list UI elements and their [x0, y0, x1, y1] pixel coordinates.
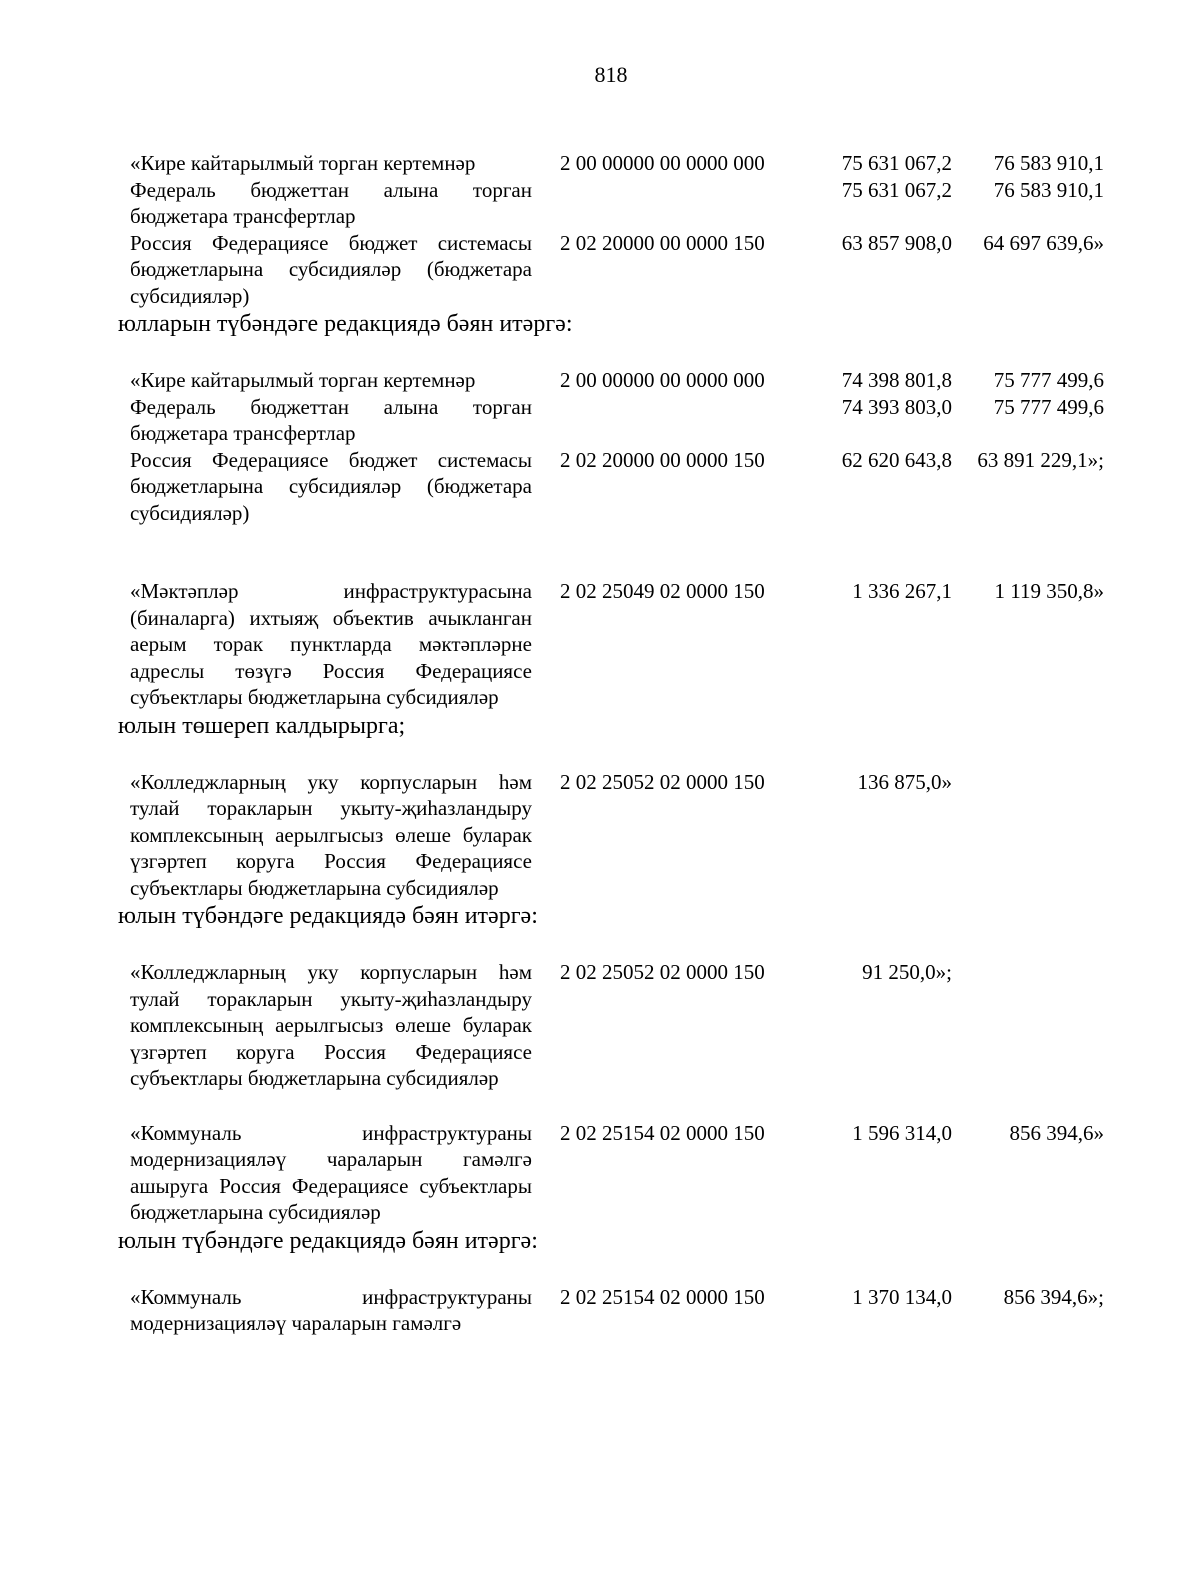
row-description: Федераль бюджеттан алына торган бюджетара трансфертлар [130, 394, 532, 445]
row-value-second-year: 856 394,6» [1009, 1120, 1104, 1145]
table-row [130, 447, 1120, 527]
table-row [130, 578, 1120, 711]
row-value-second-year: 75 777 499,6 [993, 368, 1104, 392]
row-description: «Мәктәпләр инфраструктурасына (биналарга) ихтыяҗ объектив ачыкланган аерым торак пунктларда мәктәпләрне адреслы төзүгә Россия Федерациясе субъектлары бюджетларына субсидияләр [130, 579, 532, 709]
table-row [130, 150, 1120, 177]
row-code: 2 02 25052 02 0000 150 [560, 769, 765, 794]
table-row [130, 230, 1120, 310]
table-row [130, 1284, 1120, 1337]
row-description: «Кире кайтарылмый торган кертемнәр [130, 368, 476, 392]
row-value-first-year: 75 631 067,2 [841, 177, 952, 202]
table-row [130, 769, 1120, 902]
row-code: 2 02 20000 00 0000 150 [560, 447, 765, 472]
row-value-second-year: 856 394,6»; [1003, 1284, 1104, 1309]
row-value-second-year: 75 777 499,6 [993, 394, 1104, 419]
row-value-first-year: 63 857 908,0 [841, 230, 952, 255]
row-value-second-year: 76 583 910,1 [993, 177, 1104, 202]
table-row [130, 367, 1120, 394]
row-code: 2 02 25154 02 0000 150 [560, 1120, 765, 1145]
instruction-text: юлларын түбәндәге редакциядә бәян итәргә: [118, 311, 573, 337]
row-value-second-year: 63 891 229,1»; [977, 447, 1104, 472]
row-code: 2 02 25049 02 0000 150 [560, 579, 765, 603]
instruction-text: юлын түбәндәге редакциядә бәян итәргә: [118, 1227, 538, 1254]
row-value-second-year: 64 697 639,6» [983, 230, 1104, 255]
row-code: 2 02 20000 00 0000 150 [560, 230, 765, 255]
row-code: 2 00 00000 00 0000 000 [560, 368, 765, 392]
row-description: «Кире кайтарылмый торган кертемнәр [130, 151, 476, 175]
row-description: «Колледжларның уку корпусларын һәм тулай торакларын укыту-җиһазландыру комплексының аерылгысыз өлеше буларак үзгәртеп коруга Россия Федерациясе субъектлары бюджетларына субсидияләр [130, 960, 532, 1090]
row-description: Федераль бюджеттан алына торган бюджетара трансфертлар [130, 177, 532, 228]
row-value-second-year: 76 583 910,1 [993, 151, 1104, 175]
row-value-first-year: 1 370 134,0 [852, 1284, 952, 1309]
row-description: Россия Федерациясе бюджет системасы бюджетларына субсидияләр (бюджетара субсидияләр) [130, 447, 532, 525]
instruction-text: юлын төшереп калдырырга; [118, 712, 406, 739]
row-code: 2 02 25052 02 0000 150 [560, 960, 765, 984]
row-description: «Коммуналь инфраструктураны модернизацияләү чараларын гамәлгә [130, 1284, 532, 1335]
row-value-second-year: 1 119 350,8» [994, 579, 1104, 603]
row-value-first-year: 62 620 643,8 [841, 447, 952, 472]
row-code: 2 02 25154 02 0000 150 [560, 1284, 765, 1309]
row-description: «Коммуналь инфраструктураны модернизацияләү чараларын гамәлгә ашыруга Россия Федерациясе субъектлары бюджетларына субсидияләр [130, 1120, 532, 1224]
table-row [130, 1120, 1120, 1226]
table-row [130, 394, 1120, 447]
row-value-first-year: 1 596 314,0 [852, 1120, 952, 1145]
table-row [130, 177, 1120, 230]
row-value-first-year: 75 631 067,2 [841, 151, 952, 175]
row-description: Россия Федерациясе бюджет системасы бюджетларына субсидияләр (бюджетара субсидияләр) [130, 230, 532, 308]
document-body [0, 150, 1200, 1337]
page-number: 818 [594, 62, 628, 87]
row-value-first-year: 136 875,0» [857, 769, 952, 794]
row-description: «Колледжларның уку корпусларын һәм тулай торакларын укыту-җиһазландыру комплексының аерылгысыз өлеше буларак үзгәртеп коруга Россия Федерациясе субъектлары бюджетларына субсидияләр [130, 769, 532, 900]
row-value-first-year: 1 336 267,1 [852, 579, 952, 603]
table-row [130, 959, 1120, 1092]
instruction-text: юлын түбәндәге редакциядә бәян итәргә: [118, 903, 538, 929]
row-code: 2 00 00000 00 0000 000 [560, 151, 765, 175]
row-value-first-year: 74 393 803,0 [841, 394, 952, 419]
row-value-first-year: 74 398 801,8 [841, 368, 952, 392]
row-value-first-year: 91 250,0»; [862, 960, 952, 984]
